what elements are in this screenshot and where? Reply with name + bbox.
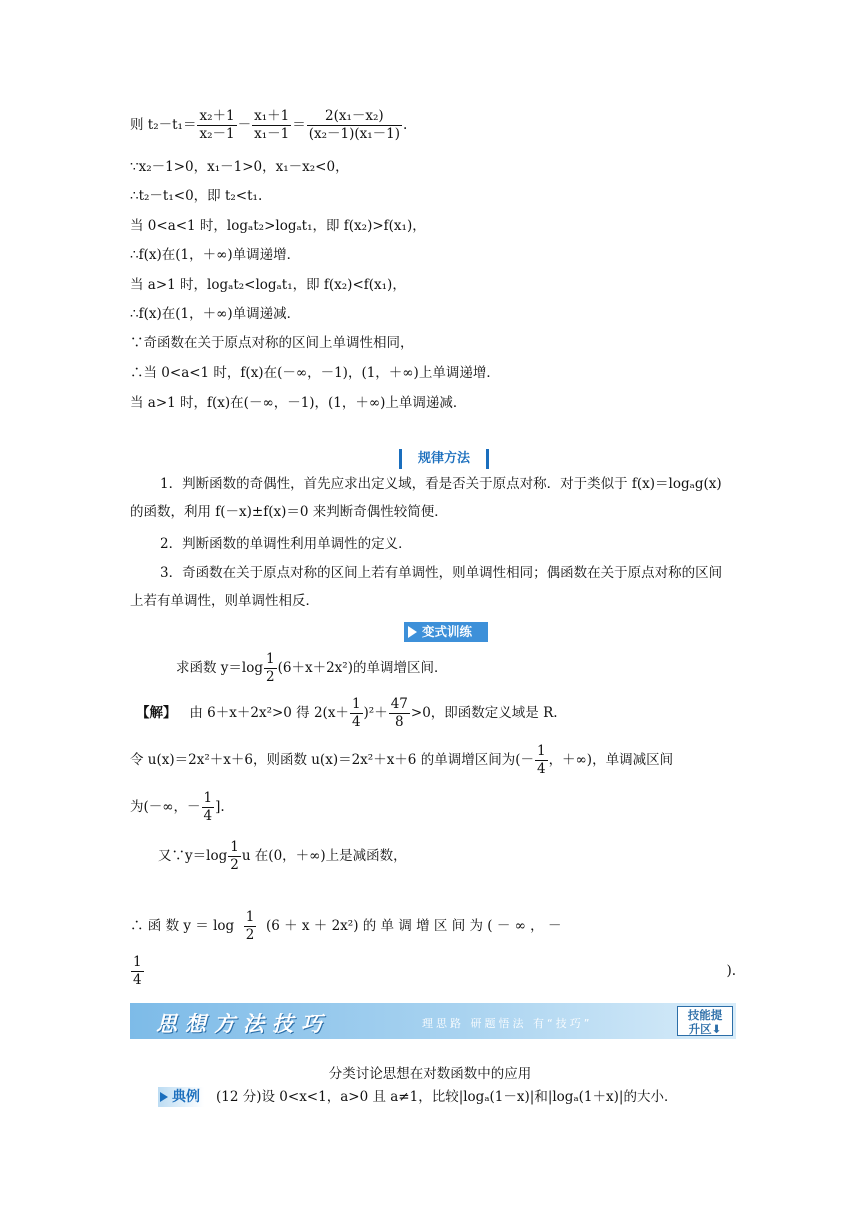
exercise-line: 求函数 y＝log $\frac{1}{2}$ (6＋x＋2x²)的单调增区间． xyxy=(176,651,448,685)
derivation-line-8: ∵奇函数在关于原点对称的区间上单调性相同， xyxy=(130,335,414,351)
method-title: 规律方法 xyxy=(399,449,489,469)
derivation-line-4: 当 0<a<1 时，logₐt₂>logₐt₁，即 f(x₂)>f(x₁)， xyxy=(130,218,426,234)
log-base-fraction: $\frac{1}{2}$ xyxy=(266,651,275,685)
derivation-line-10: 当 a>1 时，f(x)在(－∞，－1)，(1，＋∞)上单调递减． xyxy=(130,395,467,411)
practice-label: 变式训练 xyxy=(404,622,488,642)
solution-tag: 【解】 xyxy=(136,705,177,721)
derivation-line-1: 则 t₂－t₁＝ $\frac{\text{x₂＋1}}{\text{x₂－1}}$ － $\frac{\text{x₁＋1}}{\text{x₁－1}}$ ＝ $\frac{\text{2(x₁－x₂)}}{\text{(x₂－1)(x₁－1)}}$ . xyxy=(130,108,408,142)
solution-line-6: $\frac{1}{4}$ ). xyxy=(133,954,736,988)
method-para-2: 2．判断函数的单调性利用单调性的定义． xyxy=(160,536,412,552)
fraction-1: $\frac{\text{x₂＋1}}{\text{x₂－1}}$ xyxy=(199,108,235,142)
derivation-line-9: ∴当 0<a<1 时，f(x)在(－∞，－1)，(1，＋∞)上单调递增． xyxy=(130,365,500,381)
banner-subtitle: 理思路 研题悟法 有“技巧” xyxy=(422,1017,593,1030)
play-arrow-icon xyxy=(160,1092,168,1102)
derivation-line-3: ∴t₂－t₁<0，即 t₂<t₁. xyxy=(130,188,263,204)
method-para-3: 3．奇函数在关于原点对称的区间上若有单调性，则单调性相同；偶函数在关于原点对称的区间上若有单调性，则单调性相反． xyxy=(130,565,723,609)
fraction-2: $\frac{\text{x₁＋1}}{\text{x₁－1}}$ xyxy=(254,108,290,142)
solution-line-2: 令 u(x)＝2x²＋x＋6，则函数 u(x)＝2x²＋x＋6 的单调增区间为(－ $\frac{1}{4}$ ，＋∞)，单调减区间 xyxy=(130,743,674,777)
example-text: (12 分)设 0<x<1，a>0 且 a≠1，比较|logₐ(1－x)|和|logₐ(1＋x)|的大小． xyxy=(216,1089,678,1105)
play-arrow-icon xyxy=(408,626,417,638)
derivation-line-7: ∴f(x)在(1，＋∞)单调递减． xyxy=(130,306,301,322)
solution-line-4: 又∵y＝log $\frac{1}{2}$ u 在(0，＋∞)上是减函数， xyxy=(158,839,407,873)
derivation-line-5: ∴f(x)在(1，＋∞)单调递增． xyxy=(130,247,301,263)
derivation-line-6: 当 a>1 时，logₐt₂<logₐt₁，即 f(x₂)<f(x₁)， xyxy=(130,277,406,293)
method-para-1: 1．判断函数的奇偶性，首先应求出定义域，看是否关于原点对称．对于类似于 f(x)＝logₐg(x)的函数，利用 f(－x)±f(x)＝0 来判断奇偶性较简便． xyxy=(130,476,722,520)
solution-line-3: 为(－∞，－ $\frac{1}{4}$ ]. xyxy=(130,790,225,824)
section-heading: 分类讨论思想在对数函数中的应用 xyxy=(328,1066,532,1082)
solution-line-1: 【解】 由 6＋x＋2x²>0 得 2(x＋ $\frac{1}{4}$ )²＋ $\frac{47}{8}$ >0，即函数定义域是 R. xyxy=(136,696,558,730)
banner-title: 思想方法技巧 xyxy=(156,1011,330,1036)
derivation-line-2: ∵x₂－1>0，x₁－1>0，x₁－x₂<0， xyxy=(130,159,349,175)
banner-badge: 技能提 升区⬇ xyxy=(677,1006,733,1036)
fraction-3: $\frac{\text{2(x₁－x₂)}}{\text{(x₂－1)(x₁－1)}}$ xyxy=(308,108,401,142)
example-label: 典例 xyxy=(158,1087,204,1107)
solution-line-5: ∴ 函 数 y ＝ log $\frac{1}{2}$ (6 ＋ x ＋ 2x²) 的 单 调 增 区 间 为 ( － ∞ ， － xyxy=(130,909,562,943)
section-banner xyxy=(130,1003,736,1039)
